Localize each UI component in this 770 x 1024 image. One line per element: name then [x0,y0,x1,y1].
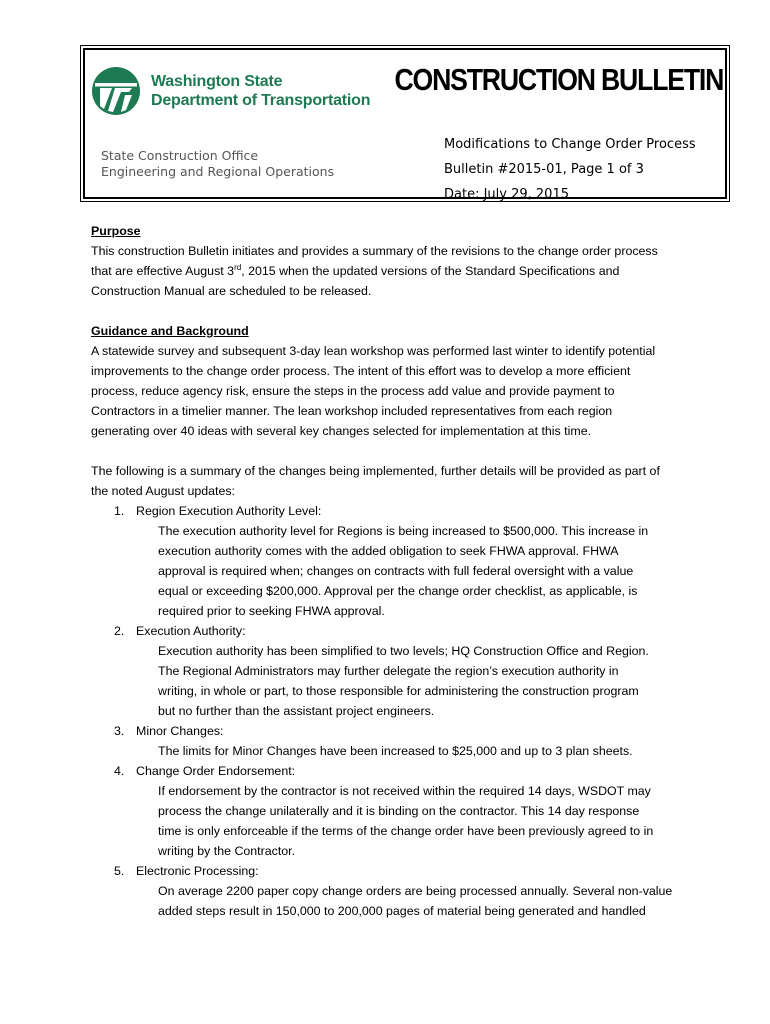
purpose-text: , 2015 when the updated versions of the Standard Specifications and [241,264,620,278]
item-body-line: required prior to seeking FHWA approval. [158,604,385,618]
agency-line2: Department of Transportation [151,92,371,109]
item-body-line: process the change unilaterally and it is binding on the contractor. This 14 day response [158,804,640,818]
item-title: Region Execution Authority Level: [136,504,322,518]
item-body-line: added steps result in 150,000 to 200,000 pages of material being generated and handled [158,904,646,918]
item-number: 2. [114,624,125,638]
item-body-line: On average 2200 paper copy change orders are being processed annually. Several non-value [158,884,673,898]
item-body-line: The Regional Administrators may further delegate the region’s execution authority in [158,664,619,678]
item-body-line: If endorsement by the contractor is not received within the required 14 days, WSDOT may [158,784,651,798]
agency-name [151,72,370,110]
item-title: Execution Authority: [136,624,246,638]
item-title: Minor Changes: [136,724,224,738]
item-number: 4. [114,764,125,778]
item-body-line: writing by the Contractor. [158,844,296,858]
office-line2: Engineering and Regional Operations [101,164,335,179]
item-number: 1. [114,504,125,518]
list-item [91,501,691,621]
bulletin-date: Date: July 29, 2015 [444,187,569,202]
guidance-heading: Guidance and Background [91,324,249,338]
bulletin-subject: Modifications to Change Order Process [444,137,696,152]
office-info [101,148,334,180]
item-body-line: but no further than the assistant project engineers. [158,704,435,718]
office-line1: State Construction Office [101,148,259,163]
purpose-text: that are effective August 3 [91,264,235,278]
item-body-line: The execution authority level for Regions is being increased to $500,000. This increase in [158,524,649,538]
list-item [91,621,691,721]
wsdot-logo-icon [91,66,141,116]
guidance-line: generating over 40 ideas with several key changes selected for implementation at this time. [91,424,592,438]
agency-line1: Washington State [151,73,283,90]
guidance-line: improvements to the change order process. The intent of this effort was to develop a more efficient [91,364,631,378]
purpose-line: This construction Bulletin initiates and provides a summary of the revisions to the change order process [91,244,658,258]
bulletin-header [80,45,730,202]
item-body-line: execution authority comes with the added obligation to seek FHWA approval. FHWA [158,544,619,558]
bulletin-meta [444,132,696,207]
summary-line: The following is a summary of the changes being implemented, further details will be provided as part of [91,464,660,478]
guidance-line: A statewide survey and subsequent 3-day lean workshop was performed last winter to identify potential [91,344,656,358]
bulletin-body [91,221,691,921]
list-item [91,761,691,861]
list-item [91,861,691,921]
item-body-line: approval is required when; changes on contracts with full federal oversight with a value [158,564,634,578]
bulletin-number: Bulletin #2015-01, Page 1 of 3 [444,162,644,177]
wsdot-logo [91,64,391,118]
list-item [91,721,691,761]
purpose-line [91,261,691,281]
item-body-line: equal or exceeding $200,000. Approval per the change order checklist, as applicable, is [158,584,638,598]
purpose-line: Construction Manual are scheduled to be released. [91,284,372,298]
guidance-line: process, reduce agency risk, ensure the steps in the process add value and provide payment to [91,384,615,398]
item-body-line: Execution authority has been simplified to two levels; HQ Construction Office and Region. [158,644,649,658]
item-body-line: writing, in whole or part, to those responsible for administering the construction program [158,684,639,698]
guidance-line: Contractors in a timelier manner. The lean workshop included representatives from each region [91,404,613,418]
item-body-line: The limits for Minor Changes have been increased to $25,000 and up to 3 plan sheets. [158,744,633,758]
purpose-superscript: rd [234,262,242,272]
page-title: CONSTRUCTION BULLETIN [394,62,723,97]
item-title: Electronic Processing: [136,864,259,878]
item-number: 3. [114,724,125,738]
item-title: Change Order Endorsement: [136,764,296,778]
item-number: 5. [114,864,125,878]
item-body-line: time is only enforceable if the terms of the change order have been previously agreed to in [158,824,654,838]
summary-line: the noted August updates: [91,484,235,498]
purpose-heading: Purpose [91,224,141,238]
